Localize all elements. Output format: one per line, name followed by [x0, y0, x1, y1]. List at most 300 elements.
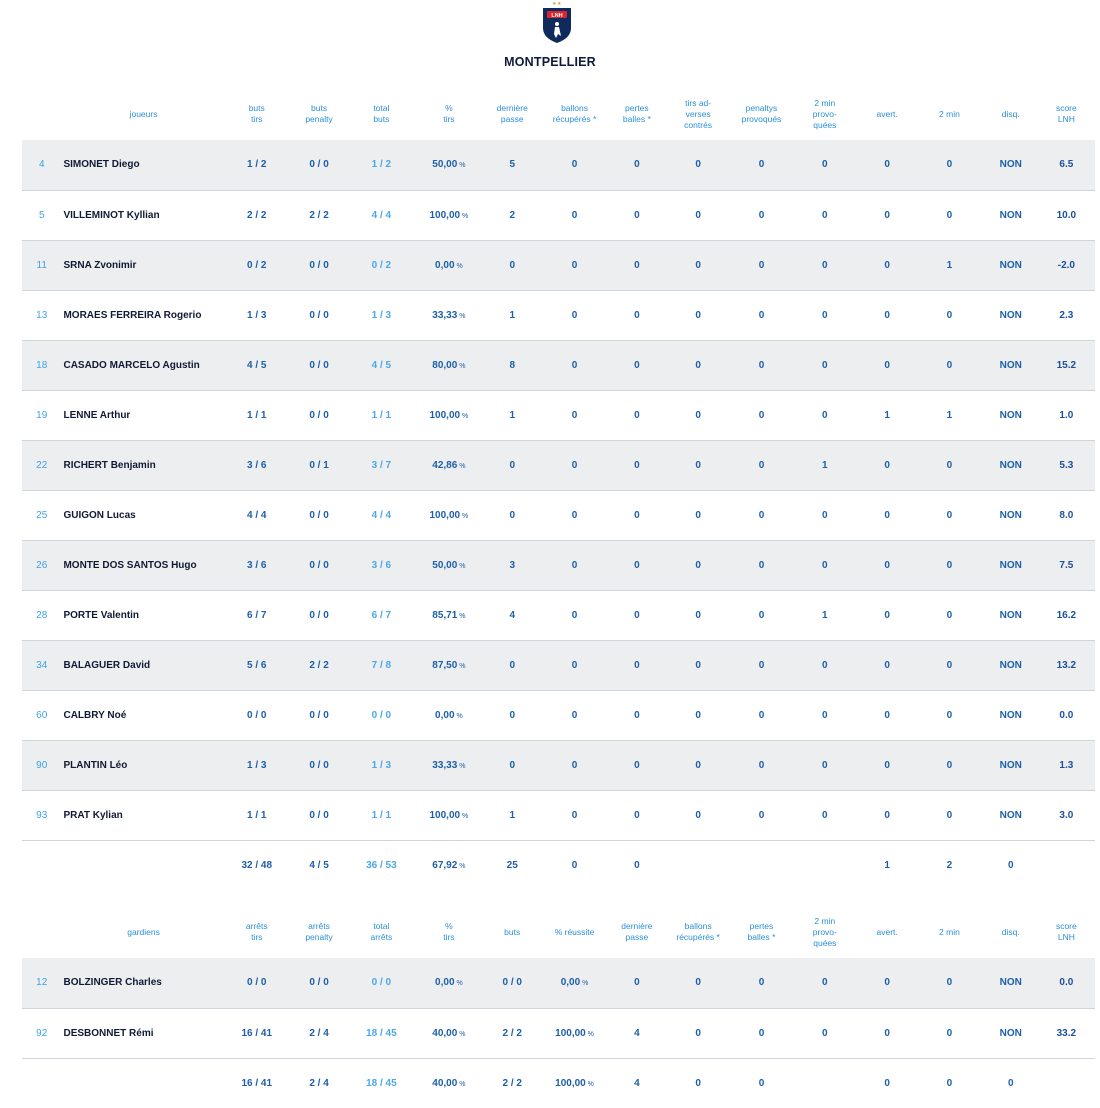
player-stat-cell: 0 — [758, 709, 765, 721]
stat-value: 80,00 — [432, 359, 458, 371]
player-name[interactable]: BOLZINGER Charles — [63, 977, 162, 989]
goalkeeper-row[interactable] — [22, 1008, 1095, 1058]
player-stat-cell: NON — [999, 709, 1022, 721]
goalkeeper-total-cell: 16 / 41 — [241, 1077, 273, 1089]
player-stat-cell: 4 / 4 — [371, 509, 392, 521]
total-value: 100,00 — [555, 1077, 586, 1089]
player-totals-row — [22, 840, 1095, 890]
player-header-cell[interactable]: buts tirs — [248, 103, 265, 124]
player-stat-cell: 0 — [509, 259, 515, 271]
player-row[interactable] — [22, 490, 1095, 540]
team-header — [0, 0, 1100, 70]
player-stat-cell: 16.2 — [1056, 609, 1077, 621]
player-stat-cell: 4 — [509, 609, 515, 621]
player-stat-cell: 0 — [884, 259, 890, 271]
player-stat-cell: 1 — [822, 609, 828, 621]
goalkeeper-stat-cell — [539, 1008, 610, 1058]
player-stat-cell: 0 / 0 — [309, 259, 329, 271]
player-name[interactable]: PLANTIN Léo — [63, 759, 128, 771]
player-total-cell: 0 — [634, 859, 640, 871]
player-name[interactable]: SIMONET Diego — [63, 159, 140, 171]
player-name[interactable]: MONTE DOS SANTOS Hugo — [63, 559, 197, 571]
player-stat-cell: 2 / 2 — [247, 209, 267, 221]
goalkeeper-header-cell[interactable]: total arrêts — [370, 921, 393, 942]
player-stat-cell: 0 — [634, 509, 640, 521]
player-stat-cell: 0 — [571, 409, 578, 421]
player-header-row — [22, 88, 1095, 140]
player-stat-cell: 0 / 0 — [309, 409, 329, 421]
percent-unit: % — [457, 762, 466, 770]
player-stat-cell: 0 — [758, 659, 765, 671]
percent-unit: % — [457, 1080, 466, 1088]
player-stat-cell: 1 / 1 — [247, 809, 267, 821]
player-stat-cell: 0 / 2 — [247, 259, 267, 271]
player-stat-cell: 5 — [509, 159, 515, 171]
percent-unit: % — [460, 212, 469, 220]
player-stat-cell: 0 — [571, 259, 578, 271]
player-stat-cell: 0 — [946, 809, 953, 821]
goalkeeper-stat-cell: 0 — [758, 977, 765, 989]
player-stat-cell: 6 / 7 — [247, 609, 267, 621]
jersey-number: 93 — [36, 809, 48, 821]
player-stat-cell: 1 — [946, 409, 953, 421]
stat-value: 85,71 — [432, 609, 458, 621]
goalkeeper-total-cell — [61, 1058, 225, 1108]
player-header-cell[interactable]: avert. — [876, 108, 898, 119]
player-stat-cell: 7 / 8 — [371, 659, 392, 671]
goalkeeper-stat-cell: 0 — [884, 1027, 890, 1039]
goalkeeper-header-cell[interactable]: score LNH — [1055, 921, 1077, 942]
player-stat-cell: 1 / 3 — [371, 309, 392, 321]
player-stat-cell: 0 / 0 — [309, 759, 329, 771]
player-name[interactable]: VILLEMINOT Kyllian — [63, 209, 160, 221]
stat-value: 100,00 — [555, 1027, 586, 1039]
goalkeeper-header-cell[interactable]: pertes balles * — [747, 921, 776, 942]
player-stat-cell: 0 — [884, 209, 890, 221]
player-header-cell[interactable]: 2 min — [939, 108, 960, 119]
percent-unit: % — [457, 1030, 466, 1038]
player-stat-cell: 3 / 6 — [247, 559, 267, 571]
player-stat-cell: 0 — [758, 459, 765, 471]
player-name[interactable]: PORTE Valentin — [63, 609, 140, 621]
player-header-cell[interactable]: score LNH — [1055, 103, 1077, 124]
player-stat-cell: 3 — [509, 559, 515, 571]
player-stat-cell: 0 — [822, 309, 828, 321]
percent-unit: % — [454, 262, 463, 270]
player-header-cell[interactable]: penaltys provoqués — [741, 103, 782, 124]
player-header-cell[interactable]: ballons récupérés * — [552, 103, 597, 124]
goalkeeper-header-cell[interactable]: % tirs — [443, 921, 455, 942]
player-stat-cell: 0 / 2 — [371, 259, 392, 271]
player-stat-cell: 0 — [946, 609, 953, 621]
player-stat-cell: 3 / 6 — [371, 559, 392, 571]
player-header-cell[interactable]: 2 min provo- quées — [812, 97, 837, 130]
player-stat-cell — [413, 440, 486, 490]
percent-unit: % — [585, 1030, 594, 1038]
percent-unit: % — [457, 362, 466, 370]
player-stat-cell: 0 — [822, 209, 828, 221]
player-row[interactable] — [22, 590, 1095, 640]
logo-text: LNH — [551, 13, 563, 19]
player-stat-cell: 0 — [946, 559, 953, 571]
goalkeeper-total-cell — [22, 1058, 61, 1108]
jersey-number: 34 — [36, 659, 48, 671]
player-stat-cell: 0 — [758, 159, 765, 171]
jersey-number: 18 — [36, 359, 48, 371]
player-stat-cell: 10.0 — [1056, 209, 1077, 221]
player-stat-cell: 0 — [884, 459, 890, 471]
player-stat-cell — [413, 140, 486, 190]
player-total-cell: 0 — [1007, 859, 1014, 871]
goalkeeper-total-cell: 18 / 45 — [366, 1077, 397, 1089]
goalkeeper-stat-cell: NON — [999, 1027, 1022, 1039]
stat-value: 0,00 — [435, 259, 455, 271]
goalkeeper-stat-cell: 16 / 41 — [241, 1027, 273, 1039]
player-stat-cell: 0 — [695, 409, 701, 421]
goalkeeper-header-cell[interactable]: buts — [504, 926, 521, 937]
player-stat-cell: 0 — [822, 509, 828, 521]
player-stat-cell: 0 — [634, 609, 640, 621]
player-row[interactable] — [22, 440, 1095, 490]
player-stat-cell: 0 — [695, 159, 701, 171]
player-name[interactable]: SRNA Zvonimir — [63, 259, 137, 271]
percent-unit: % — [454, 712, 463, 720]
goalkeeper-header-row — [22, 906, 1095, 958]
player-stat-cell: NON — [999, 559, 1022, 571]
player-row[interactable] — [22, 340, 1095, 390]
player-stat-cell: 0 — [946, 309, 953, 321]
player-stat-cell: 0 — [946, 709, 953, 721]
percent-unit: % — [585, 1080, 594, 1088]
stat-value: 33,33 — [432, 309, 458, 321]
player-stat-cell: 0 — [946, 159, 953, 171]
stat-value: 100,00 — [429, 209, 461, 221]
goalkeeper-stat-cell: 18 / 45 — [366, 1027, 397, 1039]
player-stat-cell — [413, 340, 486, 390]
player-row[interactable] — [22, 740, 1095, 790]
player-stat-cell: 0 — [758, 509, 765, 521]
stat-value: 100,00 — [429, 509, 461, 521]
goalkeeper-total-cell: 2 / 4 — [309, 1077, 329, 1089]
jersey-number: 28 — [36, 609, 48, 621]
goalkeeper-total-cell: 0 — [884, 1077, 890, 1089]
player-stat-cell: 0 / 0 — [309, 709, 329, 721]
total-value: 40,00 — [432, 1077, 458, 1089]
player-header-cell[interactable]: tirs ad- verses contrés — [684, 97, 713, 130]
goalkeeper-stat-cell: 2 / 2 — [502, 1027, 522, 1039]
player-stat-cell: 0 — [695, 359, 701, 371]
player-stat-cell — [413, 540, 486, 590]
player-name[interactable]: GUIGON Lucas — [63, 509, 136, 521]
player-header-cell[interactable]: dernière passe — [496, 103, 528, 124]
player-total-cell: 32 / 48 — [241, 859, 273, 871]
player-header-cell[interactable]: joueurs — [129, 108, 158, 119]
goalkeepers-table — [22, 906, 1095, 1108]
jersey-number: 13 — [36, 309, 48, 321]
player-stat-cell: 6.5 — [1059, 159, 1074, 171]
jersey-number: 60 — [36, 709, 48, 721]
player-row[interactable] — [22, 790, 1095, 840]
player-stat-cell: 1 / 3 — [371, 759, 392, 771]
player-name[interactable]: CASADO MARCELO Agustin — [63, 359, 200, 371]
stat-value: 33,33 — [432, 759, 458, 771]
goalkeeper-header-cell[interactable]: arrêts tirs — [245, 921, 268, 942]
player-stat-cell: 1 / 1 — [247, 409, 267, 421]
goalkeeper-total-cell: 0 — [1007, 1077, 1014, 1089]
player-stat-cell: 0 / 0 — [309, 359, 329, 371]
player-stat-cell: 0.0 — [1059, 709, 1074, 721]
player-row[interactable] — [22, 690, 1095, 740]
goalkeeper-header-cell[interactable]: 2 min — [939, 926, 960, 937]
player-total-cell — [664, 840, 733, 890]
player-stat-cell: 1 / 1 — [371, 809, 392, 821]
player-stat-cell — [413, 390, 486, 440]
player-header-cell[interactable] — [22, 88, 61, 140]
player-row[interactable] — [22, 240, 1095, 290]
player-total-cell — [61, 840, 225, 890]
player-stat-cell: 0 — [571, 609, 578, 621]
goalkeeper-stat-cell: 0 — [946, 977, 953, 989]
jersey-number: 11 — [36, 259, 47, 271]
player-stat-cell: NON — [999, 509, 1022, 521]
player-stat-cell: 3 / 7 — [371, 459, 392, 471]
player-row[interactable] — [22, 390, 1095, 440]
stat-value: 40,00 — [432, 1027, 458, 1039]
goalkeeper-header-cell[interactable]: ballons récupérés * — [676, 921, 720, 942]
player-stat-cell: 3 / 6 — [247, 459, 267, 471]
player-stat-cell: 0 — [695, 459, 701, 471]
stat-value: 42,86 — [432, 459, 458, 471]
goalkeeper-header-cell[interactable]: dernière passe — [621, 921, 653, 942]
player-header-cell[interactable]: buts penalty — [305, 103, 333, 124]
player-stat-cell: 1 / 1 — [371, 409, 392, 421]
player-stat-cell: 2 — [509, 209, 515, 221]
player-stat-cell: 0 — [695, 559, 701, 571]
goalkeeper-header-cell[interactable] — [22, 906, 61, 958]
player-stat-cell: 1 / 3 — [247, 309, 267, 321]
player-stat-cell: 1.0 — [1059, 409, 1074, 421]
goalkeeper-total-cell: 0 — [946, 1077, 953, 1089]
player-stat-cell: 0 — [634, 209, 640, 221]
player-stat-cell: 0 / 0 — [371, 709, 392, 721]
player-header-cell[interactable]: disq. — [1001, 108, 1020, 119]
goalkeeper-stat-cell: 0 / 0 — [371, 977, 392, 989]
player-stat-cell: 4 / 4 — [247, 509, 267, 521]
goalkeeper-header-cell[interactable]: % réussite — [554, 926, 595, 937]
goalkeeper-header-cell[interactable]: disq. — [1001, 926, 1020, 937]
player-total-cell — [413, 840, 486, 890]
player-name[interactable]: PRAT Kylian — [63, 809, 123, 821]
player-stat-cell: 0 / 0 — [309, 609, 329, 621]
player-stat-cell — [413, 240, 486, 290]
jersey-number: 19 — [36, 409, 48, 421]
player-row[interactable] — [22, 290, 1095, 340]
player-stat-cell — [413, 490, 486, 540]
player-stat-cell: 0 — [695, 259, 701, 271]
percent-unit: % — [457, 162, 466, 170]
player-stat-cell: 0 — [695, 709, 701, 721]
player-header-cell[interactable]: % tirs — [443, 103, 455, 124]
player-stat-cell: 0 — [946, 759, 953, 771]
player-stat-cell: 0 — [884, 809, 890, 821]
player-stat-cell: 0 — [822, 759, 828, 771]
player-stat-cell: 0 — [571, 209, 578, 221]
player-stat-cell — [413, 740, 486, 790]
player-stat-cell: 0 — [758, 359, 765, 371]
player-stat-cell: 0 — [634, 659, 640, 671]
goalkeeper-total-cell: 0 — [758, 1077, 765, 1089]
stat-value: 0,00 — [560, 977, 581, 989]
player-header-cell[interactable]: pertes balles * — [622, 103, 651, 124]
goalkeeper-total-cell — [1038, 1058, 1095, 1108]
player-total-cell — [1038, 840, 1095, 890]
percent-unit: % — [454, 980, 463, 988]
player-stat-cell: 0 — [695, 209, 701, 221]
player-stat-cell: NON — [999, 659, 1022, 671]
player-stat-cell: 0 — [634, 559, 640, 571]
player-stat-cell: 0 — [509, 709, 515, 721]
player-stat-cell: 5.3 — [1059, 459, 1074, 471]
player-stat-cell: 0 — [822, 709, 828, 721]
player-stat-cell: 0 — [509, 659, 515, 671]
team-name: MONTPELLIER — [504, 55, 596, 69]
player-stat-cell: 0 — [571, 659, 578, 671]
player-total-cell — [732, 840, 790, 890]
player-total-cell — [791, 840, 860, 890]
goalkeeper-stat-cell: 0.0 — [1059, 977, 1074, 989]
player-name[interactable]: MORAES FERREIRA Rogerio — [63, 309, 202, 321]
player-name[interactable]: LENNE Arthur — [63, 409, 131, 421]
player-name[interactable]: BALAGUER David — [63, 659, 151, 671]
player-stat-cell: 0 / 0 — [309, 809, 329, 821]
goalkeeper-row[interactable] — [22, 958, 1095, 1008]
goalkeeper-header-cell[interactable]: avert. — [876, 926, 898, 937]
player-stat-cell: 8 — [509, 359, 515, 371]
player-stat-cell: 0 — [758, 809, 765, 821]
player-stat-cell: -2.0 — [1057, 259, 1075, 271]
player-name[interactable]: CALBRY Noé — [63, 709, 127, 721]
player-stat-cell: 0 — [634, 409, 640, 421]
goalkeeper-stat-cell: 2 / 4 — [309, 1027, 329, 1039]
player-stat-cell: 1 — [509, 809, 515, 821]
player-stat-cell: NON — [999, 309, 1022, 321]
player-name[interactable]: RICHERT Benjamin — [63, 459, 156, 471]
player-stat-cell — [413, 590, 486, 640]
player-stat-cell: NON — [999, 759, 1022, 771]
player-stat-cell: 0 / 0 — [309, 509, 329, 521]
player-stat-cell: 4 / 5 — [247, 359, 267, 371]
goalkeeper-stat-cell — [539, 958, 610, 1008]
player-total-cell — [22, 840, 61, 890]
goalkeeper-stat-cell: 0 / 0 — [247, 977, 267, 989]
player-stat-cell: 1 — [884, 409, 890, 421]
player-stat-cell: 0 — [634, 159, 640, 171]
player-stat-cell: 0 — [822, 809, 828, 821]
goalkeeper-header-cell[interactable]: gardiens — [127, 926, 160, 937]
player-row[interactable] — [22, 640, 1095, 690]
player-stat-cell: 0 — [634, 309, 640, 321]
total-value: 67,92 — [432, 859, 458, 871]
jersey-number: 92 — [36, 1027, 48, 1039]
player-stat-cell: 0 — [758, 209, 765, 221]
goalkeeper-total-cell — [539, 1058, 610, 1108]
player-total-cell: 1 — [884, 859, 890, 871]
player-stat-cell — [413, 290, 486, 340]
player-total-cell: 25 — [506, 859, 518, 871]
player-stat-cell: 2 / 2 — [309, 209, 329, 221]
jersey-number: 90 — [36, 759, 48, 771]
goalkeeper-stat-cell: 0 — [884, 977, 890, 989]
player-stat-cell: 0 — [946, 459, 953, 471]
player-row[interactable] — [22, 190, 1095, 240]
player-stat-cell: 0 — [884, 659, 890, 671]
player-stat-cell: 0 / 0 — [309, 309, 329, 321]
percent-unit: % — [460, 812, 469, 820]
percent-unit: % — [460, 512, 469, 520]
player-stat-cell: 13.2 — [1056, 659, 1077, 671]
player-stat-cell: 0 — [946, 209, 953, 221]
player-stat-cell: 0 — [822, 659, 828, 671]
stat-value: 87,50 — [432, 659, 458, 671]
player-stat-cell: 0 — [695, 759, 701, 771]
player-total-cell: 0 — [571, 859, 578, 871]
percent-unit: % — [460, 412, 469, 420]
player-total-cell: 36 / 53 — [366, 859, 397, 871]
player-row[interactable] — [22, 140, 1095, 190]
goalkeeper-stat-cell: 0 — [822, 977, 828, 989]
player-row[interactable] — [22, 540, 1095, 590]
player-stat-cell: 1 — [509, 309, 515, 321]
player-stat-cell: 0 — [695, 809, 701, 821]
player-stat-cell: NON — [999, 459, 1022, 471]
player-stat-cell: 6 / 7 — [371, 609, 392, 621]
jersey-number: 5 — [38, 209, 45, 221]
goalkeeper-header-cell[interactable]: arrêts penalty — [305, 921, 333, 942]
goalkeeper-stat-cell: 0 — [695, 977, 701, 989]
player-stat-cell: 3.0 — [1059, 809, 1074, 821]
svg-text:★: ★ — [552, 1, 557, 7]
player-stat-cell: 1 / 3 — [247, 759, 267, 771]
player-stat-cell: 0 — [695, 659, 701, 671]
player-stat-cell: 0 — [822, 409, 828, 421]
player-stat-cell: 0 — [884, 159, 890, 171]
player-stat-cell: 7.5 — [1059, 559, 1074, 571]
goalkeeper-stat-cell: 4 — [634, 1027, 640, 1039]
player-header-cell[interactable]: total buts — [373, 103, 390, 124]
goalkeeper-total-cell — [791, 1058, 860, 1108]
player-stat-cell: 0 — [571, 359, 578, 371]
player-stat-cell — [413, 790, 486, 840]
goalkeeper-stat-cell: 0 — [695, 1027, 701, 1039]
goalkeeper-total-cell: 4 — [634, 1077, 640, 1089]
player-stat-cell: 0 — [822, 559, 828, 571]
player-stat-cell: 0 / 0 — [309, 159, 329, 171]
player-stat-cell: 0 — [946, 359, 953, 371]
player-stat-cell: 2.3 — [1059, 309, 1074, 321]
player-stat-cell: 1 — [946, 259, 953, 271]
goalkeeper-header-cell[interactable]: 2 min provo- quées — [812, 915, 837, 948]
stat-value: 0,00 — [435, 977, 455, 989]
percent-unit: % — [457, 662, 466, 670]
player-stat-cell: 0 — [695, 309, 701, 321]
percent-unit: % — [457, 862, 466, 870]
player-name[interactable]: DESBONNET Rémi — [63, 1027, 154, 1039]
percent-unit: % — [580, 980, 589, 988]
svg-text:★: ★ — [557, 1, 562, 7]
goalkeeper-totals-row — [22, 1058, 1095, 1108]
stat-value: 0,00 — [435, 709, 455, 721]
goalkeeper-stat-cell — [413, 958, 486, 1008]
